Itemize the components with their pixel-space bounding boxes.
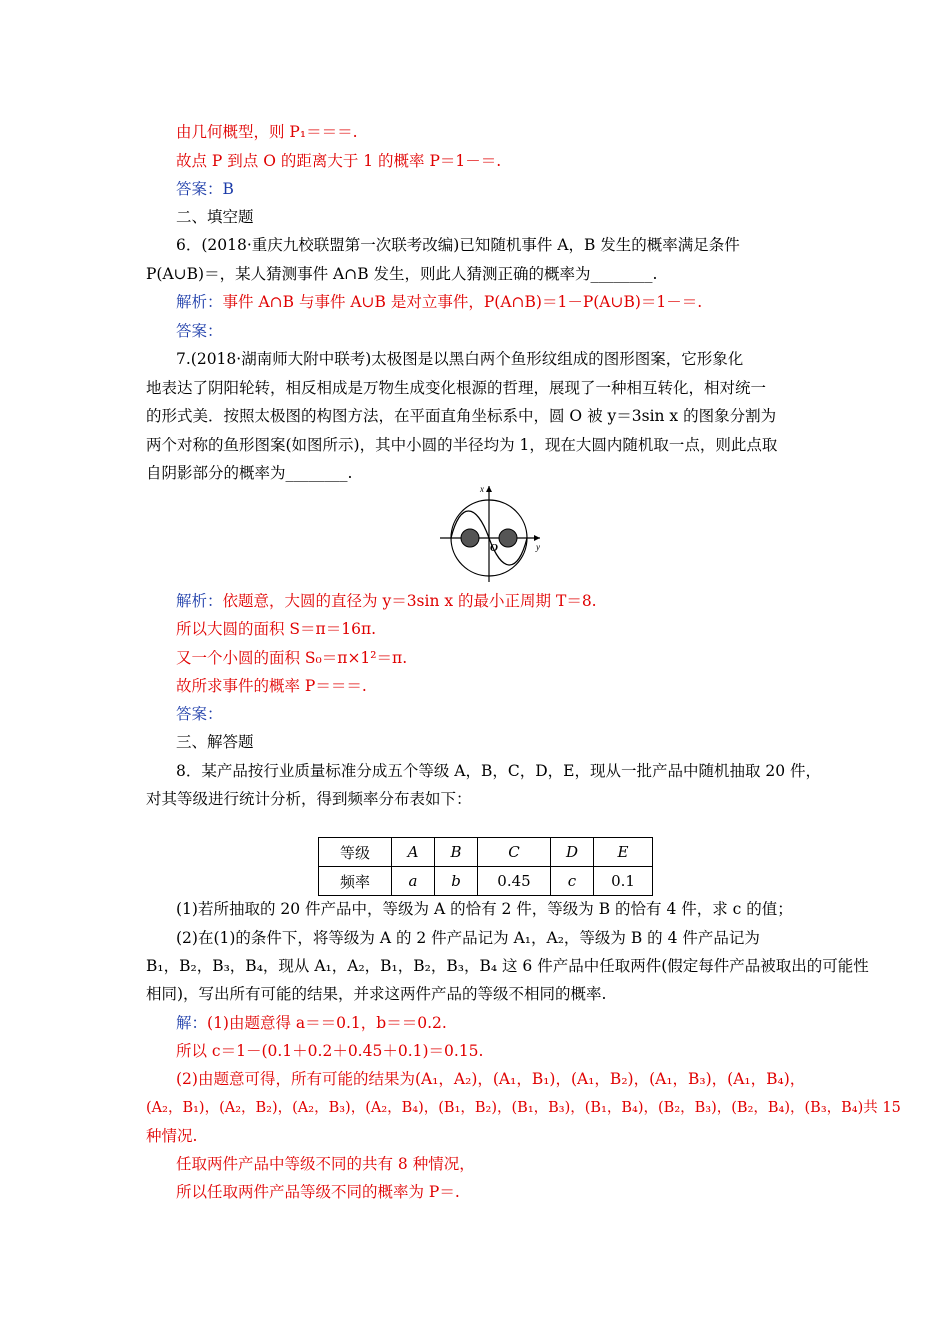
question-text: 7.(2018·湖南师大附中联考)太极图是以黑白两个鱼形纹组成的图形图案，它形象化 <box>176 350 744 368</box>
y-axis-label: y <box>536 542 540 552</box>
table-cell: C <box>478 838 551 867</box>
solution-line <box>176 291 702 313</box>
table-cell: c <box>551 867 594 896</box>
solution-line: 又一个小圆的面积 S₀＝π×1²＝π. <box>176 649 408 667</box>
question-text: 的形式美．按照太极图的构图方法，在平面直角坐标系中，圆 O 被 y＝3sin x 的图象分割为 <box>146 407 777 425</box>
question-text: 相同)，写出所有可能的结果，并求这两件产品的等级不相同的概率. <box>146 985 607 1003</box>
question-text: 对其等级进行统计分析，得到频率分布表如下： <box>146 790 472 808</box>
table-cell: B <box>435 838 478 867</box>
table-row <box>319 867 653 896</box>
section-heading: 二、填空题 <box>176 208 254 226</box>
section-heading: 三、解答题 <box>176 733 254 751</box>
table-cell: 0.45 <box>478 867 551 896</box>
solution-line: (2)由题意可得，所有可能的结果为(A₁，A₂)，(A₁，B₁)，(A₁，B₂)，(A₁，B₃)，(A₁，B₄)， <box>176 1070 806 1088</box>
solution-line: 所以任取两件产品等级不同的概率为 P＝. <box>176 1183 460 1201</box>
solution-line <box>176 1012 447 1034</box>
solution-line: 任取两件产品中等级不同的共有 8 种情况， <box>176 1155 475 1173</box>
table-cell: E <box>594 838 653 867</box>
question-text: (2)在(1)的条件下，将等级为 A 的 2 件产品记为 A₁，A₂，等级为 B 的 4 件产品记为 <box>176 929 760 947</box>
question-text: B₁，B₂，B₃，B₄，现从 A₁，A₂，B₁，B₂，B₃，B₄ 这 6 件产品中任取两件(假定每件产品被取出的可能性 <box>146 957 869 975</box>
table-cell: D <box>551 838 594 867</box>
origin-label: O <box>490 542 498 554</box>
x-axis-label: x <box>480 484 484 494</box>
question-text: (1)若所抽取的 20 件产品中，等级为 A 的恰有 2 件，等级为 B 的恰有 4 件，求 c 的值； <box>176 900 793 918</box>
question-text: P(A∪B)＝，某人猜测事件 A∩B 发生，则此人猜测正确的概率为________. <box>146 265 658 283</box>
solution-line: 所以大圆的面积 S＝π＝16π. <box>176 620 377 638</box>
sol-line: 由几何概型，则 P₁＝＝＝. <box>176 123 358 141</box>
question-text: 地表达了阴阳轮转，相反相成是万物生成变化根源的哲理，展现了一种相互转化，相对统一 <box>146 379 767 397</box>
question-text: 8．某产品按行业质量标准分成五个等级 A，B，C，D，E，现从一批产品中随机抽取 20 件， <box>176 762 822 780</box>
solution-line: 故所求事件的概率 P＝＝＝. <box>176 677 367 695</box>
table-cell: b <box>435 867 478 896</box>
solution-line: 种情况. <box>146 1127 198 1145</box>
question-text: 两个对称的鱼形图案(如图所示)，其中小圆的半径均为 1，现在大圆内随机取一点，则此点取 <box>146 436 778 454</box>
solution-label: 解析： <box>176 592 223 610</box>
sol-line: 故点 P 到点 O 的距离大于 1 的概率 P＝1－＝. <box>176 152 502 170</box>
answer-label: 答案： <box>176 705 223 723</box>
solution-text: 依题意，大圆的直径为 y＝3sin x 的最小正周期 T＝8. <box>222 592 597 610</box>
answer-label: 答案： <box>176 322 223 340</box>
table-cell: 频率 <box>319 867 392 896</box>
solution-label: 解： <box>176 1014 208 1032</box>
table-row <box>319 838 653 867</box>
solution-label: 解析： <box>176 293 223 311</box>
solution-line <box>176 590 597 612</box>
table-cell: 0.1 <box>594 867 653 896</box>
taiji-figure <box>436 482 546 586</box>
table-cell: A <box>392 838 435 867</box>
answer-line: 答案：B <box>176 180 234 198</box>
question-text: 自阴影部分的概率为________. <box>146 464 353 482</box>
solution-text: (1)由题意得 a＝＝0.1，b＝＝0.2. <box>207 1014 447 1032</box>
frequency-table <box>318 837 653 896</box>
solution-text: 事件 A∩B 与事件 A∪B 是对立事件，P(A∩B)＝1－P(A∪B)＝1－＝. <box>222 293 703 311</box>
solution-line: 所以 c＝1－(0.1＋0.2＋0.45＋0.1)＝0.15. <box>176 1042 484 1060</box>
solution-line: (A₂，B₁)，(A₂，B₂)，(A₂，B₃)，(A₂，B₄)，(B₁，B₂)，(B₁，B₃)，(B₁，B₄)，(B₂，B₃)，(B₂，B₄)，(B₃，B₄)共 15 <box>146 1100 901 1116</box>
question-text: 6．(2018·重庆九校联盟第一次联考改编)已知随机事件 A，B 发生的概率满足条件 <box>176 236 740 254</box>
table-cell: a <box>392 867 435 896</box>
table-cell: 等级 <box>319 838 392 867</box>
